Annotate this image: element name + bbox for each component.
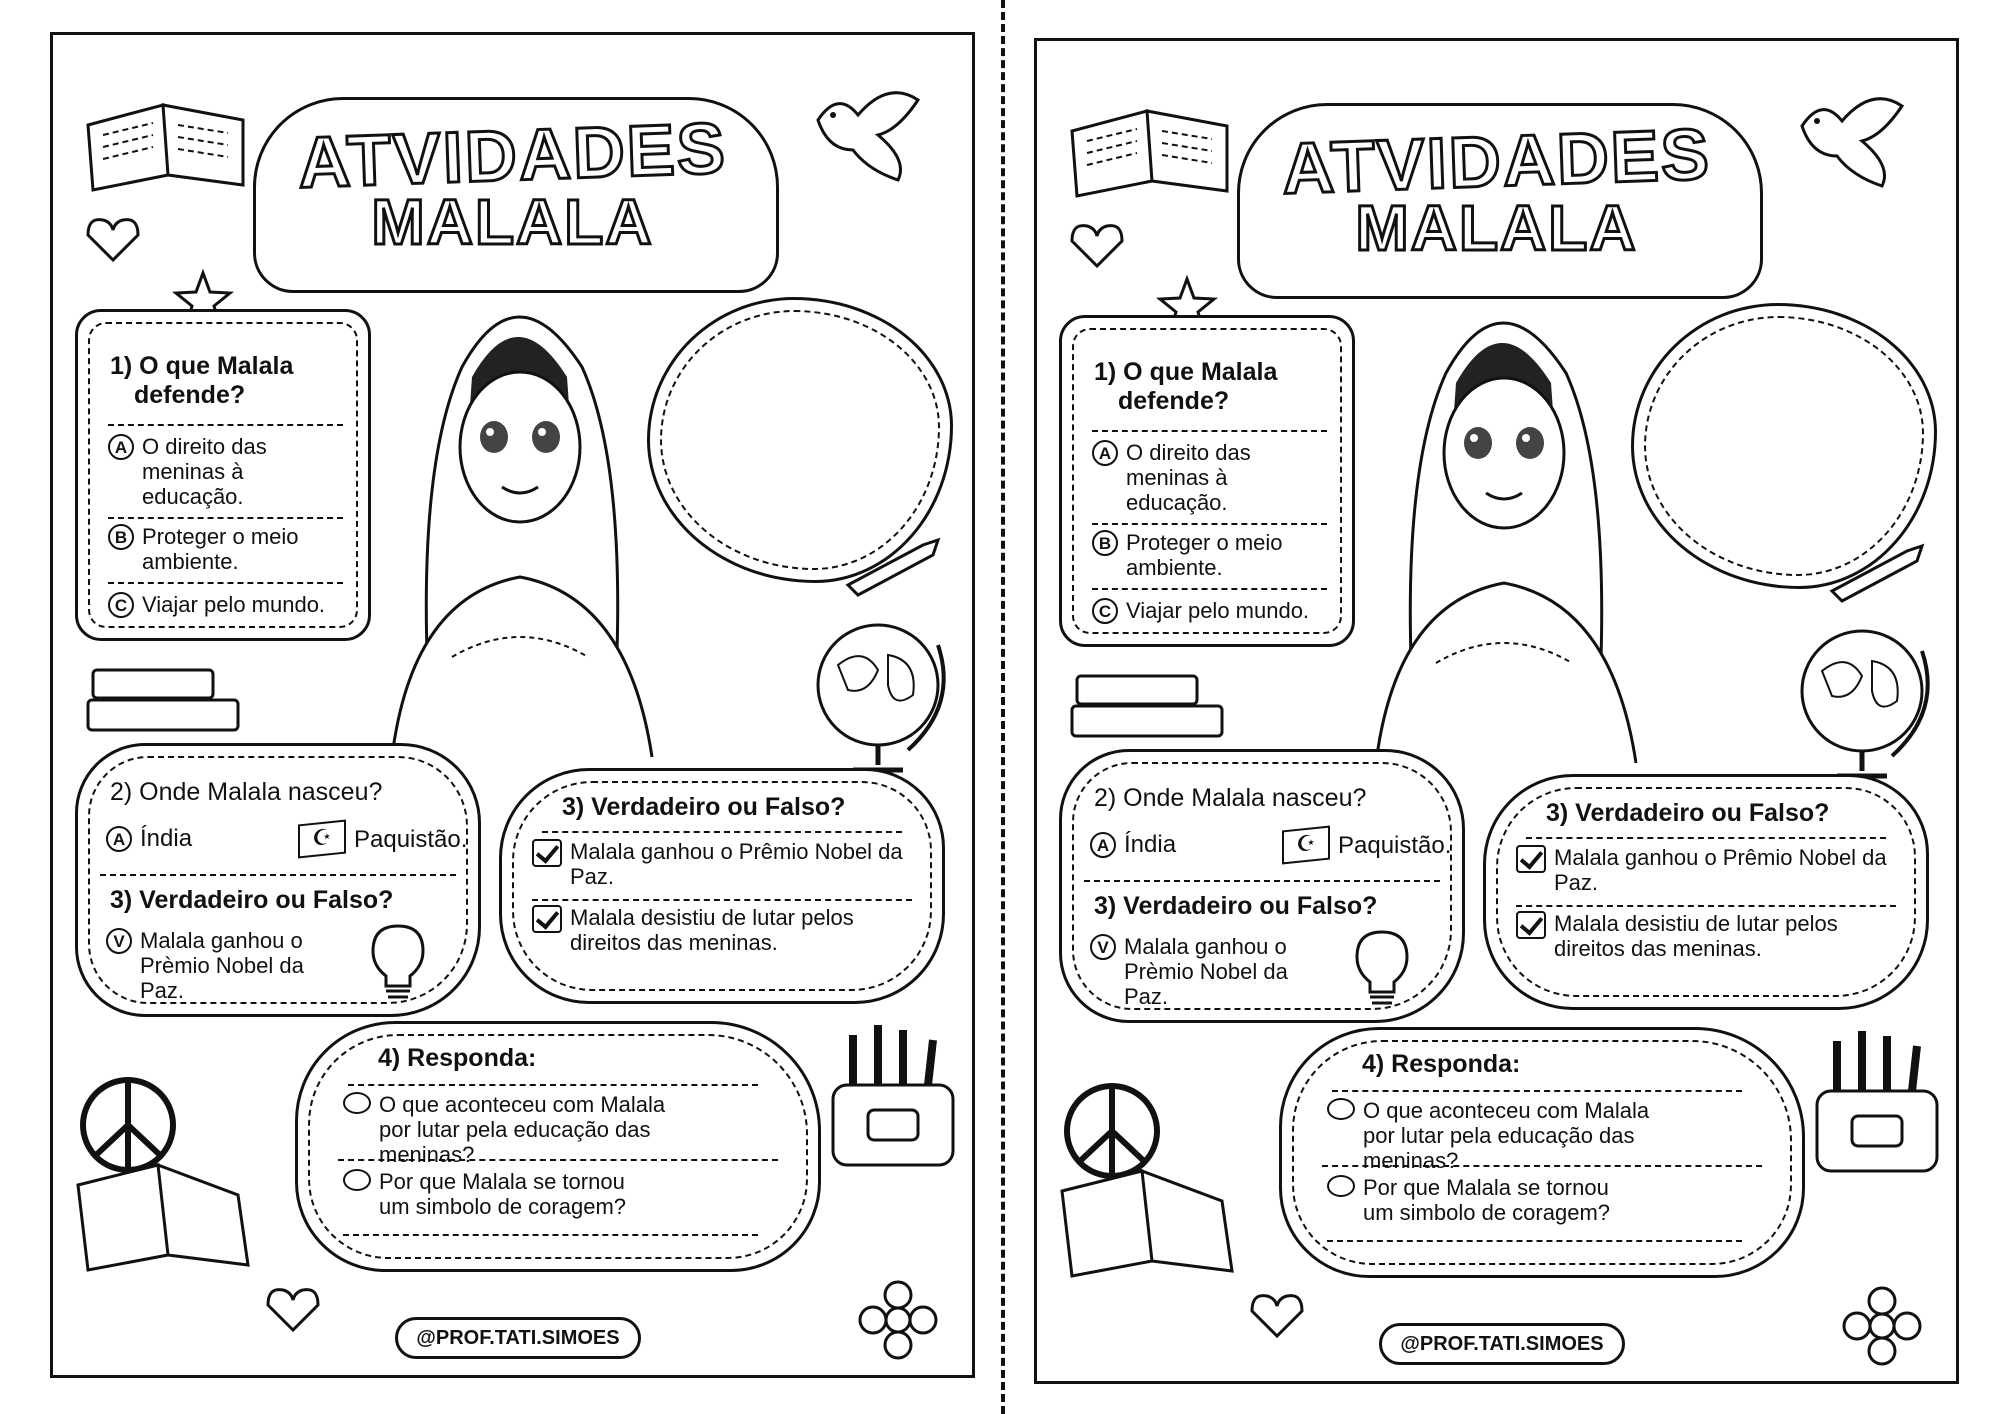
- divider: [108, 517, 343, 519]
- question-text: O que aconteceu com Malala por lutar pela educação das meninas?: [1363, 1098, 1650, 1173]
- statement-text: Malala desistiu de lutar pelos direitos das meninas.: [570, 905, 854, 955]
- true-false-letter: V: [106, 928, 132, 954]
- heart-icon: [83, 215, 143, 265]
- checkbox-checked-icon[interactable]: [532, 839, 562, 867]
- true-false-letter: V: [1090, 934, 1116, 960]
- lightbulb-icon: [1352, 927, 1412, 1007]
- statement-text: Malala desistiu de lutar pelos direitos das meninas.: [1554, 911, 1838, 961]
- speech-bubble-icon: [1327, 1175, 1355, 1197]
- malala-illustration: [1356, 283, 1646, 763]
- heart-icon: [1067, 221, 1127, 271]
- answer-line[interactable]: [1322, 1165, 1762, 1167]
- option-text-a: O direito das meninas à educação.: [142, 434, 267, 509]
- author-handle-badge: @PROF.TATI.SIMOES: [1379, 1323, 1625, 1365]
- divider: [542, 831, 902, 833]
- books-stack-icon: [1067, 666, 1237, 746]
- option-text-a: Índia: [1124, 831, 1177, 858]
- option-text-b: Paquistão.: [1338, 831, 1452, 859]
- question-2-option-a[interactable]: [1090, 832, 1176, 858]
- question-1-card: [1059, 315, 1355, 647]
- pencil-case-icon: [1807, 1031, 1947, 1181]
- option-text-b: Proteger o meio ambiente.: [1126, 530, 1283, 580]
- divider: [1526, 837, 1886, 839]
- option-letter-b: B: [108, 524, 134, 550]
- speech-bubble-icon: [1327, 1098, 1355, 1120]
- divider: [1084, 880, 1440, 882]
- heart-icon: [263, 1285, 323, 1335]
- drawing-area-cloud[interactable]: [647, 297, 953, 583]
- question-3-title: 3) Verdadeiro ou Falso?: [1094, 892, 1378, 920]
- question-4-title: 4) Responda:: [378, 1044, 537, 1072]
- dove-icon: [798, 80, 928, 190]
- speech-bubble-icon: [343, 1092, 371, 1114]
- dove-icon: [1782, 86, 1912, 196]
- question-4-item: [343, 1169, 643, 1219]
- worksheet-page-right: [1034, 38, 1959, 1384]
- flower-icon: [843, 1265, 953, 1375]
- option-letter-c: C: [108, 592, 134, 618]
- question-1-title-line-1: 1) O que Malala: [1094, 358, 1278, 386]
- globe-icon: [1792, 621, 1942, 791]
- statement-item[interactable]: [532, 905, 872, 955]
- lightbulb-icon: [368, 921, 428, 1001]
- question-1-option-c[interactable]: [108, 592, 358, 618]
- checkbox-checked-icon[interactable]: [1516, 845, 1546, 873]
- statement-item[interactable]: [1516, 911, 1856, 961]
- checkbox-checked-icon[interactable]: [532, 905, 562, 933]
- divider: [1092, 430, 1327, 432]
- question-text: Por que Malala se tornou um simbolo de coragem?: [1363, 1175, 1611, 1225]
- option-text-a: Índia: [140, 825, 193, 852]
- drawing-area-cloud[interactable]: [1631, 303, 1937, 589]
- divider: [100, 874, 456, 876]
- question-4-item: [343, 1092, 683, 1167]
- title-line-2: MALALA: [1355, 192, 1638, 264]
- divider: [108, 582, 343, 584]
- title-line-1: ATVIDADES: [1280, 114, 1713, 210]
- question-2-option-a[interactable]: [106, 826, 192, 852]
- answer-line[interactable]: [343, 1234, 758, 1236]
- pencil-case-icon: [823, 1025, 963, 1175]
- notebook-icon: [1052, 1161, 1252, 1281]
- question-1-title-line-2: defende?: [134, 381, 246, 409]
- checkbox-checked-icon[interactable]: [1516, 911, 1546, 939]
- question-2-title: 2) Onde Malala nasceu?: [110, 778, 383, 806]
- cut-line: [1001, 0, 1005, 1414]
- notebook-icon: [68, 1155, 268, 1275]
- option-letter-a: A: [1090, 832, 1116, 858]
- divider: [1092, 523, 1327, 525]
- question-4-item: [1327, 1175, 1627, 1225]
- question-1-option-b[interactable]: [1092, 530, 1302, 580]
- question-1-title-line-2: defende?: [1118, 387, 1230, 415]
- author-handle-badge: @PROF.TATI.SIMOES: [395, 1317, 641, 1359]
- question-2-3-cloud: [1059, 749, 1465, 1023]
- option-letter-a: A: [106, 826, 132, 852]
- question-3-title: 3) Verdadeiro ou Falso?: [562, 793, 846, 821]
- flower-icon: [1827, 1271, 1937, 1381]
- question-2-option-b[interactable]: [1282, 828, 1451, 862]
- malala-illustration: [372, 277, 662, 757]
- question-1-title: [1094, 358, 1277, 416]
- option-letter-a: A: [108, 434, 134, 460]
- question-1-option-b[interactable]: [108, 524, 318, 574]
- statement-text: Malala ganhou o Prêmio Nobel da Paz.: [1554, 845, 1887, 895]
- divider: [1092, 588, 1327, 590]
- option-text-b: Paquistão.: [354, 825, 468, 853]
- question-3-statement[interactable]: [1090, 934, 1320, 1009]
- question-3-cloud: [499, 768, 945, 1004]
- question-1-card: [75, 309, 371, 641]
- option-letter-a: A: [1092, 440, 1118, 466]
- question-4-title: 4) Responda:: [1362, 1050, 1521, 1078]
- question-text: O que aconteceu com Malala por lutar pela educação das meninas?: [379, 1092, 666, 1167]
- question-1-option-a[interactable]: [108, 434, 318, 509]
- option-letter-b: B: [1092, 530, 1118, 556]
- question-3-statement[interactable]: [106, 928, 336, 1003]
- answer-line[interactable]: [338, 1159, 778, 1161]
- statement-item[interactable]: [532, 839, 912, 889]
- pakistan-flag-icon: ☪: [298, 819, 346, 858]
- divider: [1332, 1090, 1742, 1092]
- question-1-option-a[interactable]: [1092, 440, 1302, 515]
- title-line-2: MALALA: [371, 186, 654, 258]
- title-line-1: ATVIDADES: [296, 108, 729, 204]
- question-text: Por que Malala se tornou um simbolo de coragem?: [379, 1169, 627, 1219]
- statement-text: Malala ganhou o Prêmio Nobel da Paz.: [570, 839, 903, 889]
- books-stack-icon: [83, 660, 253, 740]
- answer-line[interactable]: [1327, 1240, 1742, 1242]
- pakistan-flag-icon: ☪: [1282, 825, 1330, 864]
- option-letter-c: C: [1092, 598, 1118, 624]
- statement-text: Malala ganhou o Prèmio Nobel da Paz.: [140, 928, 304, 1003]
- divider: [108, 424, 343, 426]
- speech-bubble-icon: [343, 1169, 371, 1191]
- question-1-option-c[interactable]: [1092, 598, 1342, 624]
- option-text-a: O direito das meninas à educação.: [1126, 440, 1251, 515]
- question-3-title: 3) Verdadeiro ou Falso?: [110, 886, 394, 914]
- question-3-cloud: [1483, 774, 1929, 1010]
- question-4-cloud: [295, 1021, 821, 1272]
- question-2-option-b[interactable]: [298, 822, 467, 856]
- question-2-title: 2) Onde Malala nasceu?: [1094, 784, 1367, 812]
- question-4-cloud: [1279, 1027, 1805, 1278]
- open-book-icon: [78, 85, 258, 195]
- option-text-c: Viajar pelo mundo.: [1126, 598, 1310, 623]
- heart-icon: [1247, 1291, 1307, 1341]
- question-2-3-cloud: [75, 743, 481, 1017]
- question-1-title-line-1: 1) O que Malala: [110, 352, 294, 380]
- statement-text: Malala ganhou o Prèmio Nobel da Paz.: [1124, 934, 1288, 1009]
- question-4-item: [1327, 1098, 1667, 1173]
- option-text-c: Viajar pelo mundo.: [142, 592, 326, 617]
- question-3-title: 3) Verdadeiro ou Falso?: [1546, 799, 1830, 827]
- statement-item[interactable]: [1516, 845, 1896, 895]
- question-1-title: [110, 352, 293, 410]
- worksheet-page-left: [50, 32, 975, 1378]
- divider: [532, 899, 912, 901]
- divider: [1516, 905, 1896, 907]
- option-text-b: Proteger o meio ambiente.: [142, 524, 299, 574]
- divider: [348, 1084, 758, 1086]
- open-book-icon: [1062, 91, 1242, 201]
- globe-icon: [808, 615, 958, 785]
